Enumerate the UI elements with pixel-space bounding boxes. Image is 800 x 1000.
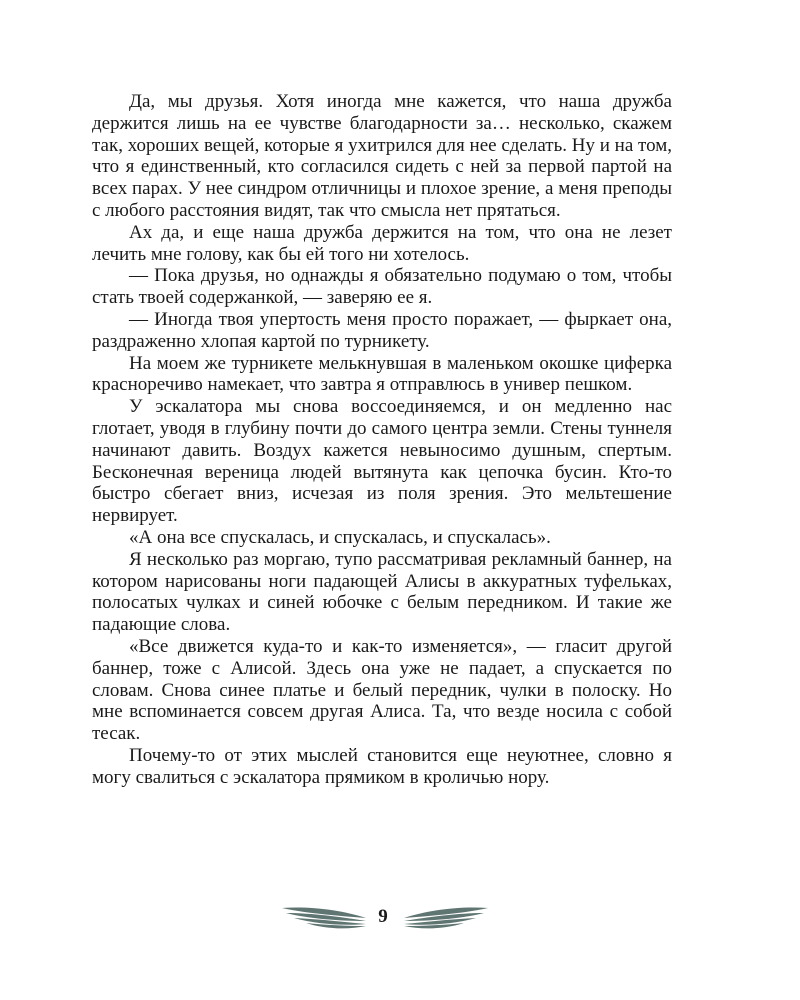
paragraph-10: Почему-то от этих мыслей становится еще неуютнее, словно я могу свалиться с эскалатора прямиком в кроличью нору. [92,744,672,788]
paragraph-1: Да, мы друзья. Хотя иногда мне кажется, что наша дружба держится лишь на ее чувстве благодарности за… несколько, скажем так, хороших вещей, которые я ухитрился для нее сделать. Ну и на том, что я единственный, кто согласился сидеть с ней за первой партой на всех парах. У нее синдром отличницы и плохое зрение, а меня преподы с любого расстояния видят, так что смысла нет прятаться. [92,91,672,221]
paragraph-2: Ах да, и еще наша дружба держится на том, что она не лезет лечить мне голову, как бы ей того ни хотелось. [92,221,672,265]
page-footer [0,900,800,940]
paragraph-3: — Пока друзья, но однажды я обязательно подумаю о том, чтобы стать твоей содержанкой, — заверяю ее я. [92,265,672,309]
paragraph-7: «А она все спускалась, и спускалась, и спускалась». [129,526,551,548]
paragraph-4: — Иногда твоя упертость меня просто поражает, — фыркает она, раздраженно хлопая картой по турникету. [92,308,672,352]
page-number: 9 [378,906,388,927]
page-body-text [92,91,672,789]
wing-right-icon [400,904,490,934]
paragraph-6: У эскалатора мы снова воссоединяемся, и он медленно нас глотает, уводя в глубину почти до самого центра земли. Стены туннеля начинают давить. Воздух кажется невыносимо душным, спертым. Бесконечная вереница людей вытянута как цепочка бусин. Кто-то быстро сбегает вниз, исчезая из поля зрения. Это мельтешение нервирует. [92,396,672,527]
wing-left-icon [280,904,370,934]
paragraph-8: Я несколько раз моргаю, тупо рассматривая рекламный баннер, на котором нарисованы ноги падающей Алисы в аккуратных туфельках, полосатых чулках и синей юбочке с белым передником. И такие же падающие слова. [92,548,672,636]
paragraph-9: «Все движется куда-то и как-то изменяется», — гласит другой баннер, тоже с Алисой. Здесь она уже не падает, а спускается по словам. Снова синее платье и белый передник, чулки в полоску. Но мне вспоминается совсем другая Алиса. Та, что везде носила с собой тесак. [92,635,672,745]
paragraph-5: На моем же турникете мелькнувшая в маленьком окошке циферка красноречиво намекает, что завтра я отправлюсь в универ пешком. [92,352,672,396]
